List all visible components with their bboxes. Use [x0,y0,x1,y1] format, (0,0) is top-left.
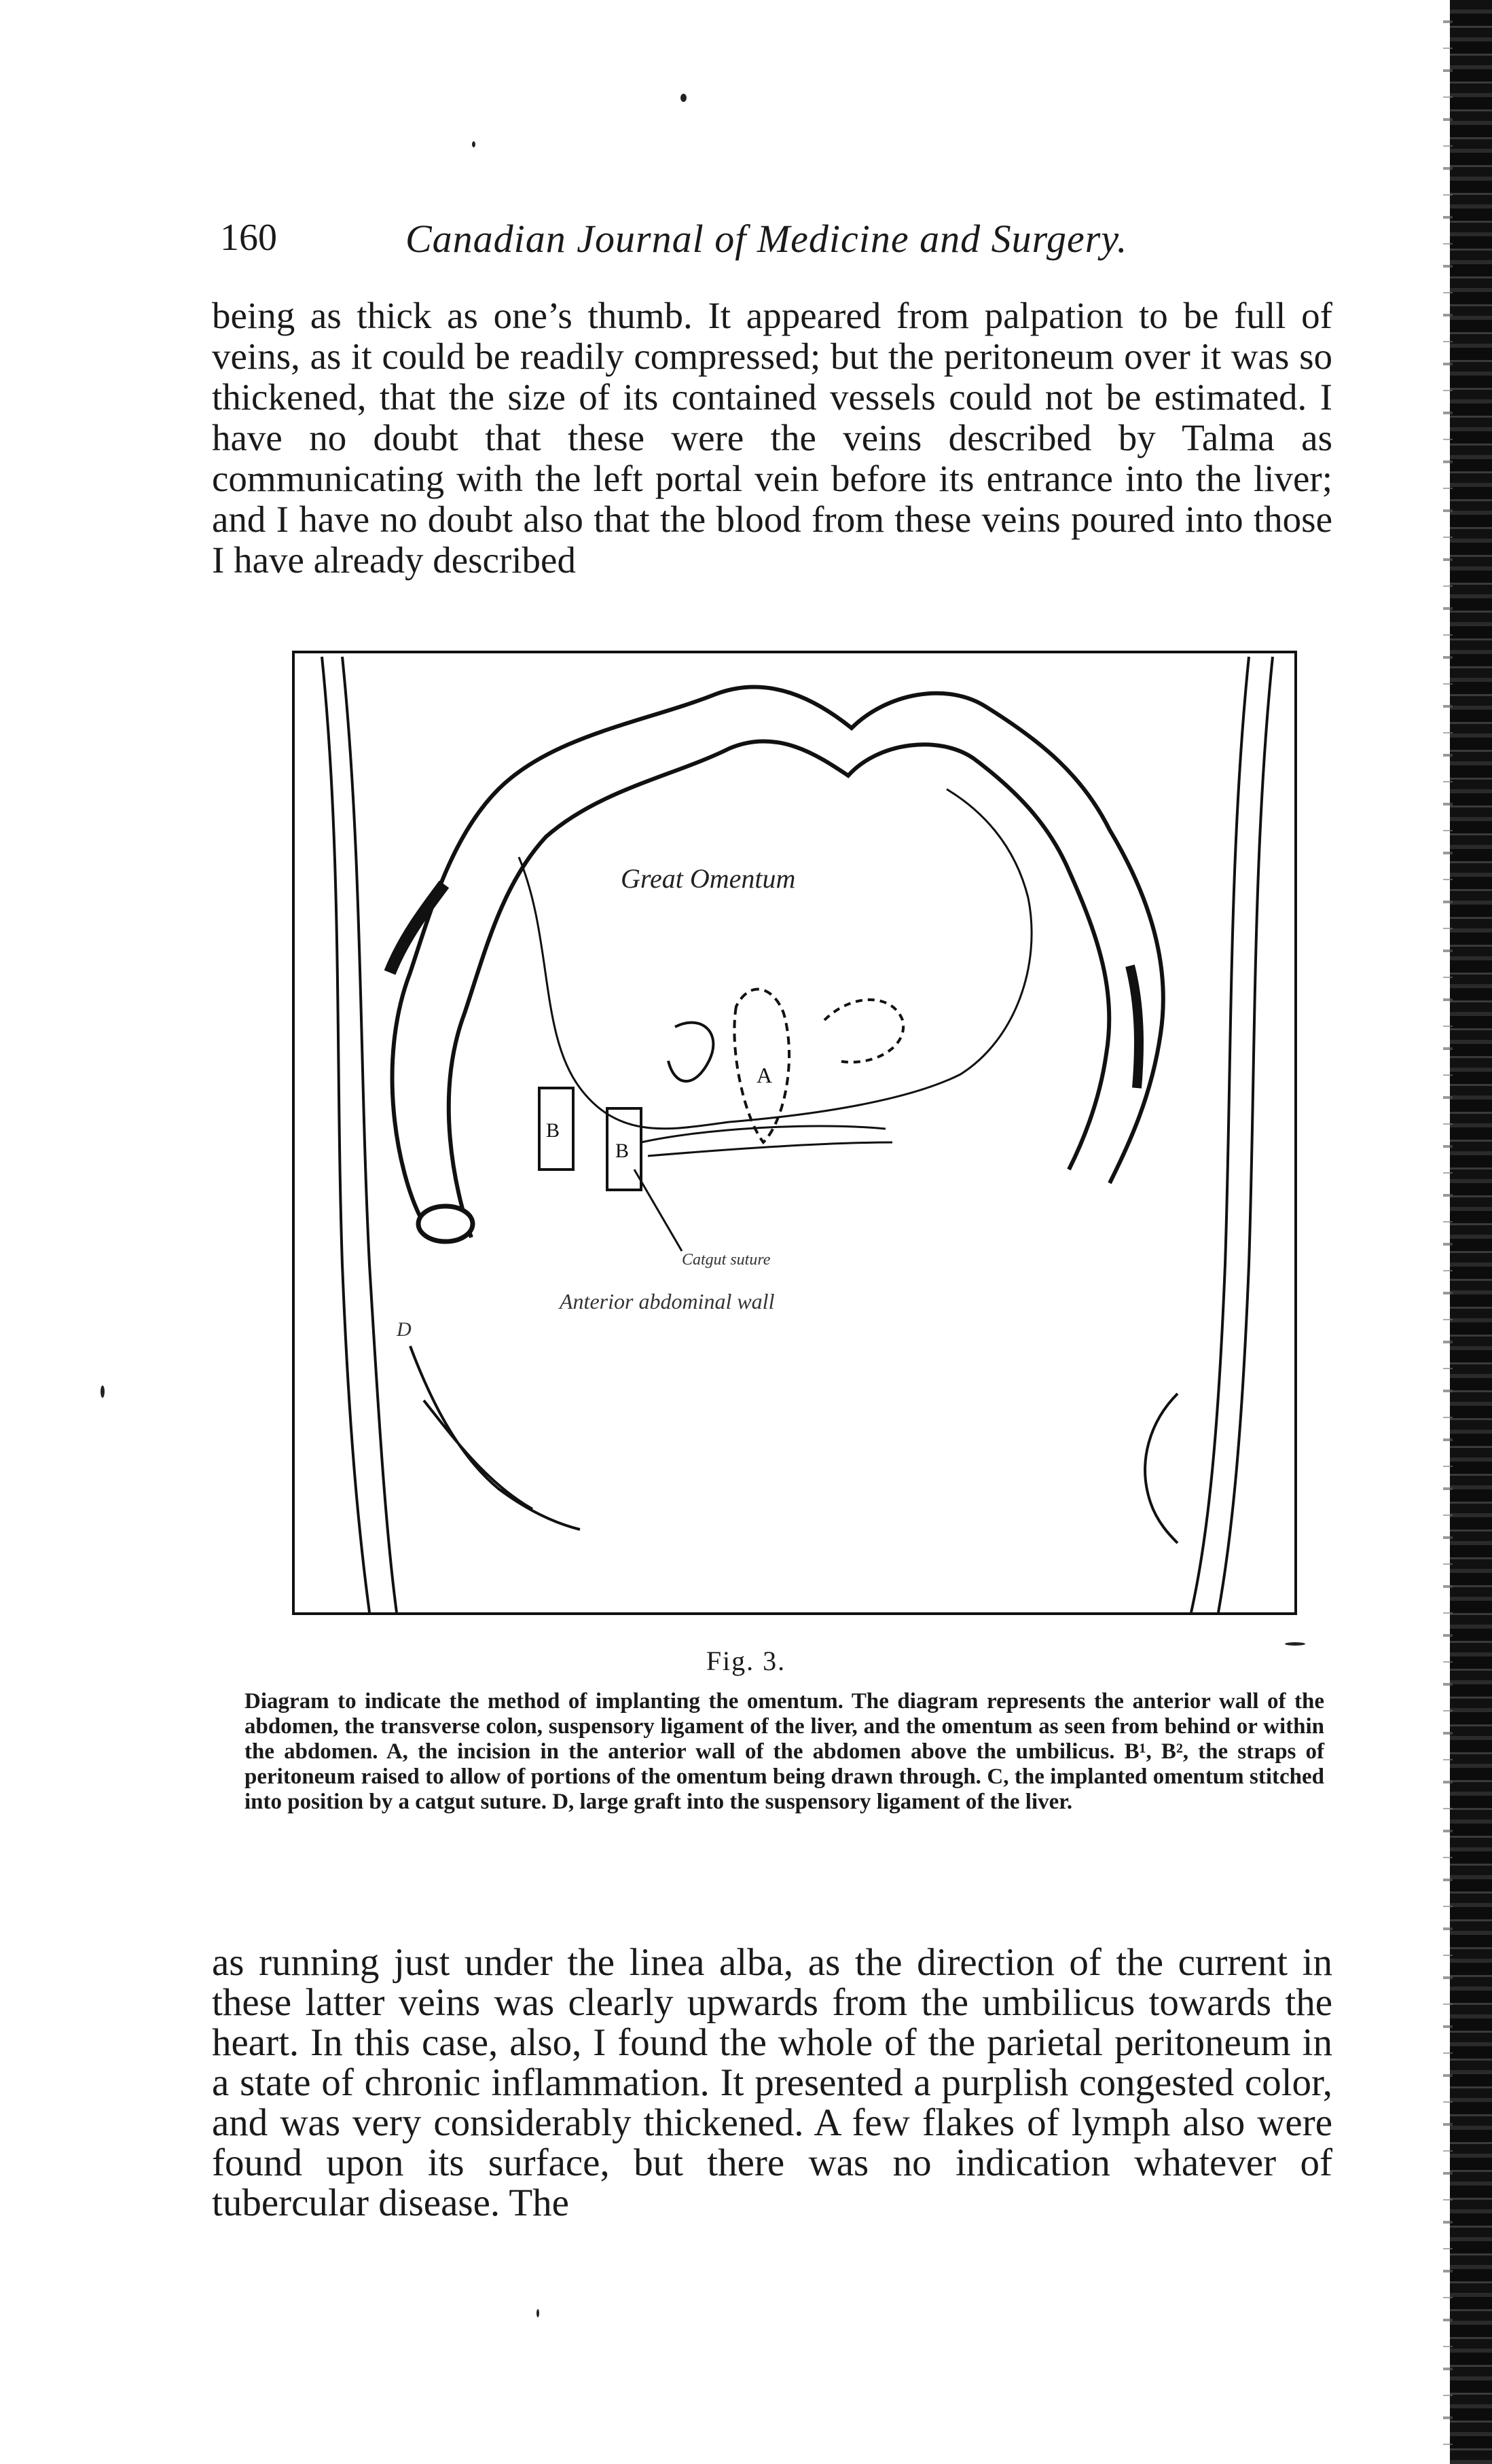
dust-speck [472,141,475,147]
graft-d [824,1000,903,1062]
abdominal-wall-left-inner [342,657,397,1612]
figure-diagram [292,651,1297,1615]
label-anterior-wall: Anterior abdominal wall [560,1289,775,1313]
implanted-omentum-c [668,1023,713,1081]
omentum-strands [641,1126,892,1156]
suture-pointer [634,1170,682,1251]
scan-edge-shadow [1450,0,1492,2464]
dust-speck [680,94,687,102]
label-b2: B [615,1140,630,1162]
label-suture: Catgut suture [682,1251,771,1269]
figure-caption: Diagram to indicate the method of implanting the omentum. The diagram represents the anterior wall of the abdomen, the transverse colon, suspensory ligament of the liver, and the omentum as seen from behind or within the abdomen. A, the incision in the anterior wall of the abdomen above the umbilicus. B¹, B², the straps of peritoneum raised to allow of portions of the omentum being drawn through. C, the implanted omentum stitched into position by a catgut suture. D, large graft into the suspensory ligament of the liver. [244,1689,1324,1814]
label-d: D [397,1318,412,1341]
page-number: 160 [220,217,277,259]
abdominal-wall-right-outer [1218,657,1273,1612]
omentum-implant-diagram [295,653,1294,1612]
dust-speck [536,2309,539,2317]
colon-cut-end [418,1206,473,1242]
label-a: A [757,1063,773,1087]
scan-edge-noise [1443,0,1453,2464]
running-title: Canadian Journal of Medicine and Surgery. [405,217,1128,261]
label-b1: B [546,1119,560,1142]
label-great-omentum: Great Omentum [621,863,796,894]
abdominal-wall-right-inner [1191,657,1249,1612]
page-header [212,216,1326,270]
body-paragraph-top: being as thick as one’s thumb. It appeared from palpation to be full of veins, as it could be readily compressed; but the peritoneum over it was so thickened, that the size of its contained vessels could not be estimated. I have no doubt that these were the veins described by Talma as communicating with the left portal vein before its entrance into the liver; and I have no doubt also that the blood from these veins poured into those I have already described [212,295,1332,581]
dust-speck [101,1385,105,1398]
liver-ligament-left [410,1346,580,1529]
abdominal-wall-left-outer [322,657,369,1612]
body-paragraph-bottom: as running just under the linea alba, as the direction of the current in these latter veins was clearly upwards from the umbilicus towards the heart. In this case, also, I found the whole of the parietal peritoneum in a state of chronic inflammation. It presented a purplish congested color, and was very considerably thickened. A few flakes of lymph also were found upon its surface, but there was no indication whatever of tubercular disease. The [212,1941,1332,2224]
figure-number: Fig. 3. [706,1646,786,1676]
omentum-outline [519,789,1032,1129]
liver-ligament-right [1145,1394,1178,1543]
transverse-colon [390,687,1163,1237]
